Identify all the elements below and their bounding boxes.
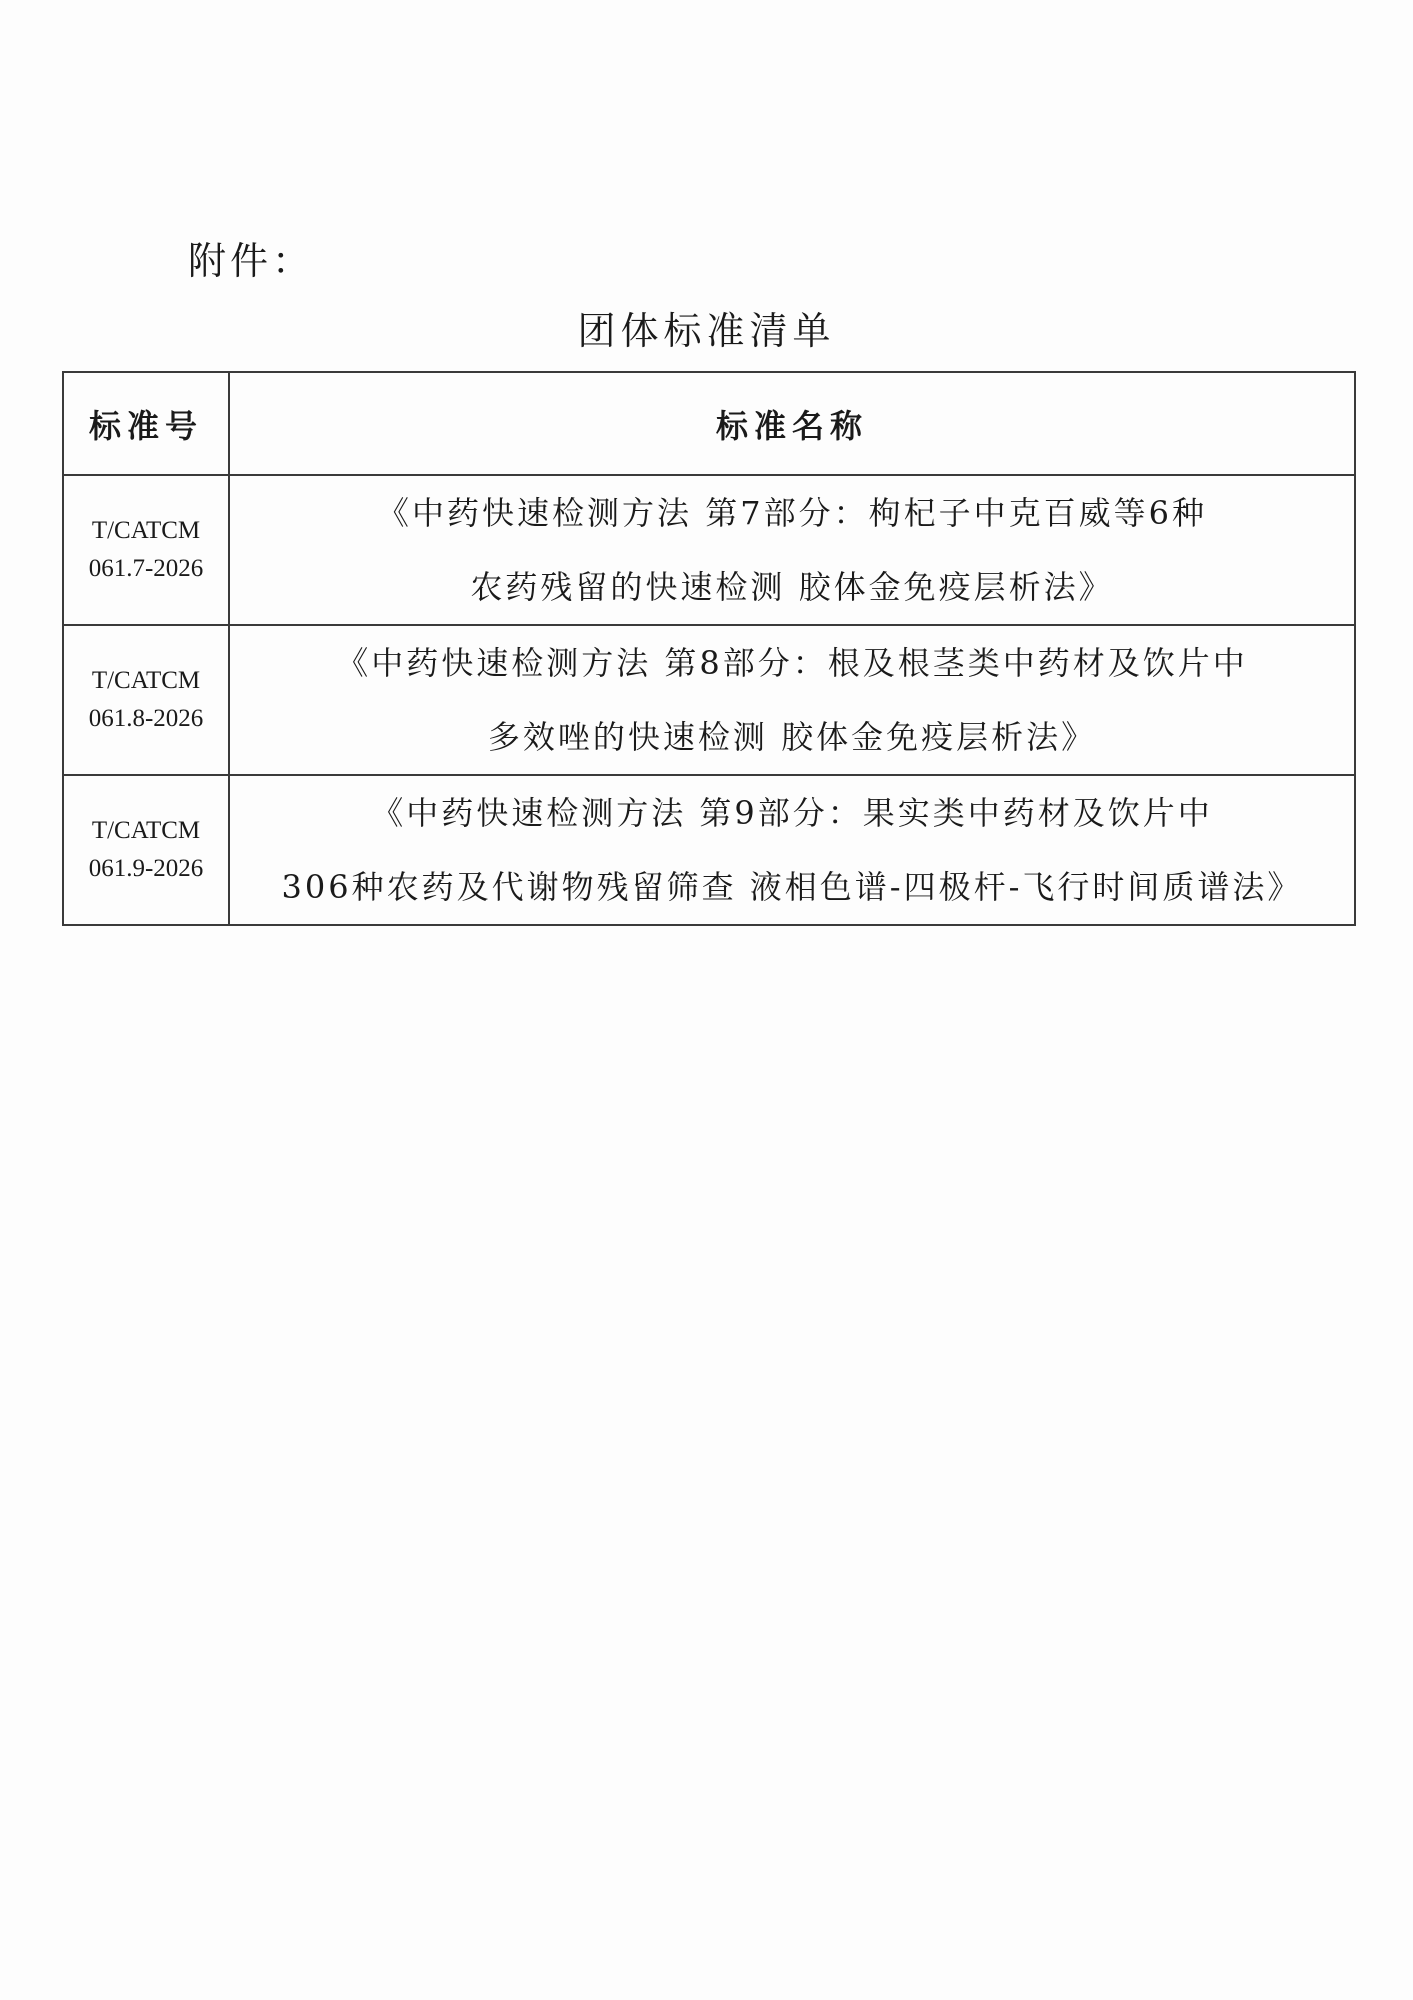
standards-table — [62, 371, 1356, 926]
standard-name-line: 农药残留的快速检测 胶体金免疫层析法》 — [470, 568, 1114, 606]
standard-number-line: 061.7-2026 — [88, 555, 204, 582]
standard-number-cell — [63, 625, 229, 775]
standard-number-line: T/CATCM — [91, 667, 201, 694]
standard-name-line: 《中药快速检测方法 第8部分：根及根茎类中药材及饮片中 — [336, 644, 1248, 682]
standard-name-cell — [229, 775, 1355, 925]
header-standard-number: 标准号 — [63, 372, 229, 475]
standard-number-line: T/CATCM — [91, 517, 201, 544]
standard-number-line: T/CATCM — [91, 817, 201, 844]
standard-number-cell — [63, 475, 229, 625]
table-header-row — [63, 372, 1355, 475]
attachment-label: 附件： — [188, 239, 315, 283]
header-standard-name: 标准名称 — [229, 372, 1355, 475]
standard-name-line: 《中药快速检测方法 第9部分：果实类中药材及饮片中 — [371, 794, 1213, 832]
table-row — [63, 625, 1355, 775]
table-row — [63, 775, 1355, 925]
standard-name-cell — [229, 475, 1355, 625]
standard-name-line: 多效唑的快速检测 胶体金免疫层析法》 — [487, 718, 1097, 756]
document-title: 团体标准清单 — [577, 309, 836, 353]
standard-name-line: 306种农药及代谢物残留筛查 液相色谱-四极杆-飞行时间质谱法》 — [281, 868, 1303, 906]
table-row — [63, 475, 1355, 625]
standard-number-line: 061.8-2026 — [88, 705, 204, 732]
standard-name-line: 《中药快速检测方法 第7部分：枸杞子中克百威等6种 — [377, 494, 1207, 532]
standard-name-cell — [229, 625, 1355, 775]
standard-number-cell — [63, 775, 229, 925]
standard-number-line: 061.9-2026 — [88, 855, 204, 882]
